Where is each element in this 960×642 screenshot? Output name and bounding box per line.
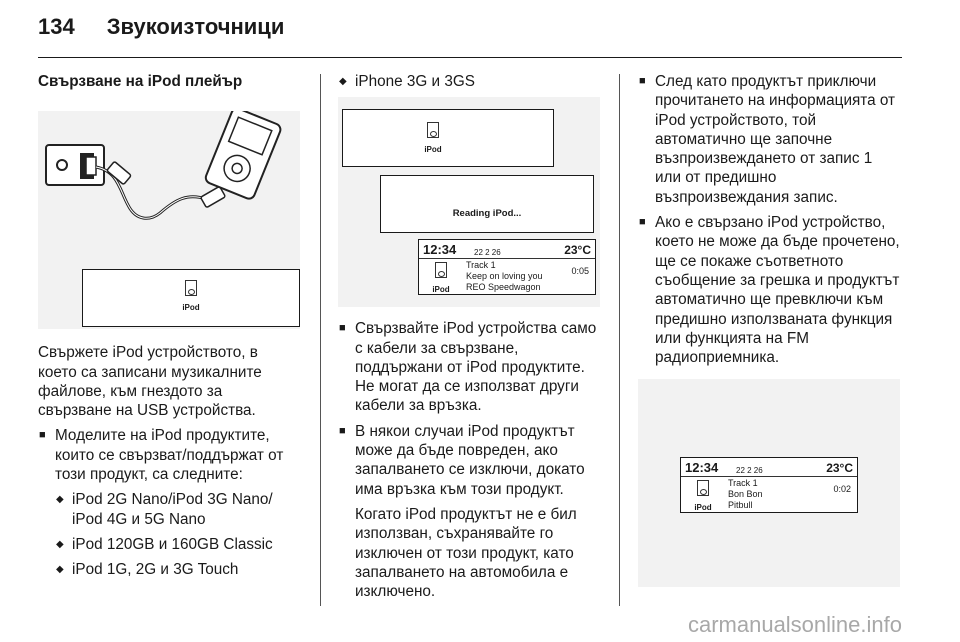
playback-bullet: ■ След като продуктът приключи прочитането на информацията от iPod устройството, той автоматично ще започне възпроизвеждането от запис 1 или от предишно възпроизвеждания запис. (638, 72, 902, 207)
display-artist: Pitbull (728, 500, 753, 511)
column-1 (38, 72, 300, 586)
ipod-screen-box (82, 269, 300, 327)
track-display-figure (638, 379, 900, 587)
display-ipod-label: iPod (432, 285, 450, 295)
display-status: 22 2 26 (736, 466, 763, 476)
storage-paragraph: Когато iPod продуктът не е бил използван, съхранявайте го изключен от този продукт, като запалването на автомобила е изключено. (355, 505, 577, 601)
display-artist: REO Speedwagon (466, 282, 541, 293)
ipod-screens-figure (338, 97, 600, 307)
column-divider-2 (619, 74, 620, 606)
ipod-screen-icon (179, 280, 203, 317)
display-temperature: 23°C (564, 243, 591, 258)
ipod-icon (435, 262, 447, 278)
display-ipod-label: iPod (694, 503, 712, 513)
intro-paragraph: Свържете iPod устройството, в което са записани музикалните файлове, към гнездото за свързване на USB устройства. (38, 344, 262, 420)
reading-text: Reading iPod... (452, 208, 522, 220)
display-track: Track 1 (728, 478, 758, 489)
cable-connector-1 (107, 162, 132, 185)
display-song: Keep on loving you (466, 271, 543, 282)
header-rule (38, 57, 902, 58)
column-3 (638, 72, 902, 587)
ipod-connection-figure (38, 111, 300, 329)
display-track: Track 1 (466, 260, 496, 271)
cable-connector-2 (200, 187, 225, 208)
display-status: 22 2 26 (474, 248, 501, 258)
model-item: ◆ iPod 2G Nano/iPod 3G Nano/ iPod 4G и 5G Nano (55, 490, 300, 529)
models-bullet-text: Моделите на iPod продуктите, които се свързват/поддържат от този продукт, са следните: (55, 427, 284, 484)
damage-bullet-text: В някои случаи iPod продуктът може да бъде повреден, ако запалването се изключи, докато има връзка към този продукт. (355, 422, 585, 498)
ipod-screen-label: iPod (424, 145, 442, 155)
column-2 (338, 72, 600, 607)
track-display-1 (418, 239, 596, 295)
model-item: ◆ iPod 1G, 2G и 3G Touch (55, 560, 300, 579)
page-title: Звукоизточници (106, 14, 285, 39)
display-track-lines (466, 260, 543, 293)
ipod-icon (427, 122, 439, 138)
display-time: 0:05 (571, 266, 589, 277)
display-clock: 12:34 (423, 241, 457, 257)
page-number: 134 (38, 14, 75, 39)
iphone-item: ◆ iPhone 3G и 3GS (338, 72, 600, 91)
ipod-screen-icon (421, 122, 445, 159)
ipod-screen-1 (342, 109, 554, 167)
display-clock: 12:34 (685, 459, 719, 475)
display-ipod-icon (691, 480, 715, 517)
display-ipod-icon (429, 262, 453, 299)
damage-bullet (338, 422, 600, 602)
watermark: carmanualsonline.info (687, 612, 902, 637)
model-item: ◆ iPod 120GB и 160GB Classic (55, 535, 300, 554)
reading-screen (380, 175, 594, 233)
display-status-bar (681, 458, 857, 477)
ipod-device-icon (204, 111, 282, 200)
ipod-screen-label: iPod (182, 303, 200, 313)
cable-bullet: ■ Свързвайте iPod устройства само с кабели за свързване, поддържани от iPod продуктите. Не могат да се използват други кабели за връзка. (338, 319, 600, 415)
ipod-icon (697, 480, 709, 496)
display-track-lines (728, 478, 763, 511)
error-bullet: ■ Ако е свързано iPod устройство, което не може да бъде прочетено, ще се покаже съответното съобщение за грешка и продуктът автоматично ще превключи към предишно използваната функция или функцията на FM радиоприемника. (638, 213, 902, 367)
display-song: Bon Bon (728, 489, 763, 500)
track-display-2 (680, 457, 858, 513)
usb-plug-icon (86, 157, 96, 175)
page-header (38, 14, 284, 48)
models-bullet (38, 426, 300, 579)
column-divider-1 (320, 74, 321, 606)
ipod-icon (185, 280, 197, 296)
display-status-bar (419, 240, 595, 259)
section-title: Свързване на iPod плейър (38, 73, 243, 90)
display-time: 0:02 (833, 484, 851, 495)
display-temperature: 23°C (826, 461, 853, 476)
